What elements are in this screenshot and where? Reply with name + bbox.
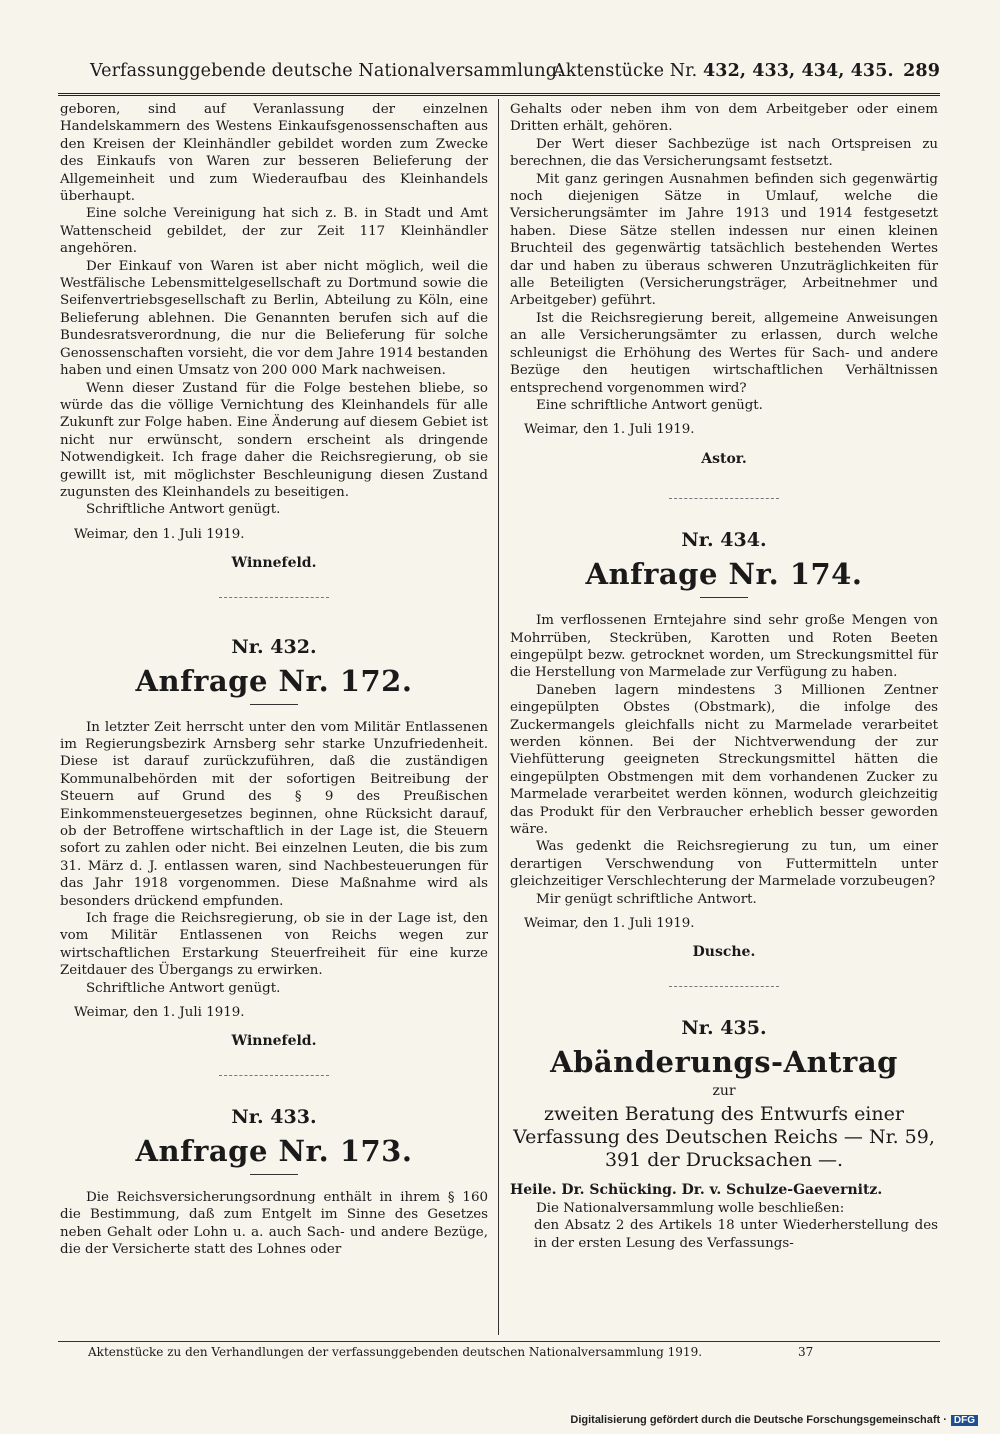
signature: Astor. [701,450,747,467]
paragraph: Daneben lagern mindestens 3 Millionen Zentner eingepülpten Obstes (Obstmark), die infolge des Zuckermangels gleichfalls nicht zu Marmelade verarbeitet werden können. Bei der Nichtverwendung der zur Viehfütterung geeigneten Streckungsmittel hätten die eingepülpten Obstmengen mit dem vorhandenen Zucker zu Marmelade verarbeitet werden können, wodurch gleichzeitig das Produkt für den Verbraucher erheblich besser geworden wäre. [510,682,938,837]
paragraph: Was gedenkt die Reichsregierung zu tun, um einer derartigen Verschwendung von Futtermitteln unter gleichzeitiger Verschlechterung der Marmelade vorzubeugen? [510,839,938,890]
section-subtitle: zweiten Beratung des Entwurfs einer Verfassung des Deutschen Reichs — Nr. 59, 391 der Drucksachen —. [513,1102,935,1171]
section-rule [669,498,779,499]
right-column [510,101,938,1252]
column-divider [498,99,499,1335]
header-docs-prefix: Aktenstücke Nr. [553,61,698,81]
digitization-credit [570,1414,978,1426]
section-title: Abänderungs-Antrag [550,1044,898,1079]
section-rule [219,1075,329,1076]
document-number: Nr. 433. [231,1105,317,1128]
footer-sheet-number: 37 [798,1345,814,1359]
paragraph: Mit ganz geringen Ausnahmen befinden sich gegenwärtig noch diejenigen Sätze in Umlauf, welche die Versicherungsämter im Jahre 1913 und 1914 festgesetzt haben. Diese Sätze stellen indessen nur einen kleinen Bruchteil des gegenwärtig tatsächlich bestehenden Wertes dar und haben zu überaus schweren Unzuträglichkeiten für alle Beteiligten (Versicherungsträger, Arbeitnehmer und Arbeitgeber) geführt. [510,171,938,309]
date-line: Weimar, den 1. Juli 1919. [524,422,695,438]
page-number: 289 [903,61,940,81]
signatories: Heile. Dr. Schücking. Dr. v. Schulze-Gaevernitz. [510,1181,883,1198]
date-line: Weimar, den 1. Juli 1919. [524,916,695,932]
paragraph: In letzter Zeit herrscht unter den vom Militär Entlassenen im Regierungsbezirk Arnsberg sehr starke Unzufriedenheit. Diese ist darauf zurückzuführen, daß die zuständigen Kommunalbehörden mit der sofortigen Beitreibung der Steuern auf Grund des § 9 des Preußischen Einkommensteuergesetzes beginnen, ohne Rücksicht darauf, ob der Betroffene wirtschaftlich in der Lage ist, die Steuern sofort zu zahlen oder nicht. Bei einzelnen Leuten, die bis zum 31. März d. J. entlassen waren, sind Nachbesteuerungen für das Jahr 1918 vorgenommen. Diese Maßnahme wird als besonders drückend empfunden. [60,719,488,909]
paragraph: Gehalts oder neben ihm von dem Arbeitgeber oder einem Dritten erhält, gehören. [510,102,938,135]
answer-note: Eine schriftliche Antwort genügt. [536,397,763,413]
signature: Winnefeld. [231,555,317,572]
paragraph: Der Einkauf von Waren ist aber nicht möglich, weil die Westfälische Lebensmittelgesellschaft zu Dortmund sowie die Seifenvertriebsgesellschaft zu Berlin, Abteilung zu Köln, eine Belieferung ablehnen. Die Genannten berufen sich auf die Bundesratsverordnung, die nur die Belieferung für solche Genossenschaften vorsieht, die vor dem Jahre 1914 bestanden haben und einen Umsatz von 200 000 Mark nachweisen. [60,258,488,379]
credit-text: Digitalisierung gefördert durch die Deutsche Forschungsgemeinschaft · [570,1414,947,1426]
paragraph: Die Reichsversicherungsordnung enthält in ihrem § 160 die Bestimmung, daß zum Entgelt im Sinne des Gesetzes neben Gehalt oder Lohn u. a. auch Sach- und andere Bezüge, die der Versicherte statt des Lohnes oder [60,1189,488,1258]
paragraph: Wenn dieser Zustand für die Folge bestehen bliebe, so würde das die völlige Vernichtung des Kleinhandels für alle Zukunft zur Folge haben. Eine Änderung auf diesem Gebiet ist nicht nur erwünscht, sondern erscheint als dringende Notwendigkeit. Ich frage daher die Reichsregierung, ob sie gewillt ist, mit möglichster Beschleunigung diesen Zustand zugunsten des Kleinhandels zu beseitigen. [60,380,488,500]
page-header [58,55,940,96]
title-rule [250,704,298,705]
left-column [60,101,488,1259]
signature: Dusche. [692,944,756,961]
dfg-logo: DFG [951,1415,978,1426]
header-documents [553,61,894,81]
title-rule [700,597,748,598]
document-number: Nr. 434. [681,529,767,552]
date-line: Weimar, den 1. Juli 1919. [74,526,245,542]
paragraph: Eine solche Vereinigung hat sich z. B. in Stadt und Amt Wattenscheid gebildet, der zur Zeit 117 Kleinhändler angehören. [60,206,488,257]
section-title: Anfrage Nr. 172. [135,663,413,698]
header-docs-numbers: 432, 433, 434, 435. [703,61,894,81]
paragraph: Die Nationalversammlung wolle beschließen: [536,1200,845,1216]
connector-word: zur [712,1082,736,1099]
header-title: Verfassunggebende deutsche Nationalversammlung. [90,61,563,81]
answer-note: Schriftliche Antwort genügt. [86,980,281,996]
paragraph: Ist die Reichsregierung bereit, allgemeine Anweisungen an alle Versicherungsämter zu erlassen, durch welche schleunigst die Erhöhung des Wertes für Sach- und andere Bezüge den heutigen wirtschaftlichen Verhältnissen entsprechend vorgenommen wird? [510,310,938,396]
signature: Winnefeld. [231,1033,317,1050]
paragraph: Ich frage die Reichsregierung, ob sie in der Lage ist, den vom Militär Entlassenen von Reichs wegen zur wirtschaftlichen Erstarkung Steuerfreiheit für eine kurze Zeitdauer des Übergangs zu erwirken. [60,911,488,979]
motion-item: den Absatz 2 des Artikels 18 unter Wiederherstellung des in der ersten Lesung des Verfassungs- [534,1218,938,1251]
document-page [58,55,940,1359]
section-rule [219,597,329,598]
section-title: Anfrage Nr. 173. [135,1133,413,1168]
answer-note: Mir genügt schriftliche Antwort. [536,891,757,907]
section-rule [669,986,779,987]
footer-text: Aktenstücke zu den Verhandlungen der verfassunggebenden deutschen Nationalversammlung 1919. [88,1345,703,1359]
document-number: Nr. 432. [231,635,317,658]
paragraph: geboren, sind auf Veranlassung der einzelnen Handelskammern des Westens Einkaufsgenossenschaften aus den Kreisen der Kleinhändler gebildet worden zum Zwecke des Einkaufs von Waren zur besseren Belieferung der Allgemeinheit und zum Wiederaufbau des Kleinhandels überhaupt. [60,102,488,205]
paragraph: Der Wert dieser Sachbezüge ist nach Ortspreisen zu berechnen, die das Versicherungsamt festsetzt. [510,136,938,170]
answer-note: Schriftliche Antwort genügt. [86,502,281,518]
section-title: Anfrage Nr. 174. [585,557,863,592]
title-rule [250,1174,298,1175]
page-footer [58,1341,940,1360]
paragraph: Im verflossenen Erntejahre sind sehr große Mengen von Mohrrüben, Steckrüben, Karotten und Roten Beeten eingepülpt bezw. getrocknet worden, um Streckungsmittel für die Herstellung von Marmelade zur Verfügung zu haben. [510,613,938,681]
document-number: Nr. 435. [681,1016,767,1039]
date-line: Weimar, den 1. Juli 1919. [74,1005,245,1021]
